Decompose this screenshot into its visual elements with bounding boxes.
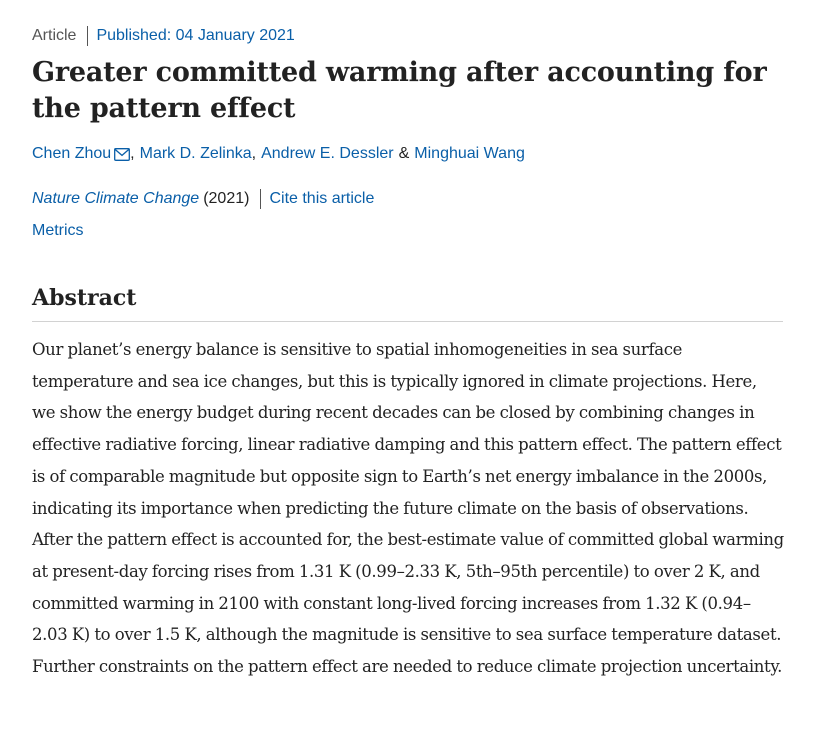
author-link-chen-zhou[interactable]: Chen Zhou [32, 145, 112, 162]
publication-year: (2021) [203, 190, 250, 207]
citation-divider [260, 189, 261, 209]
author-separator: , [130, 145, 135, 162]
abstract-text: Our planet’s energy balance is sensitive to spatial inhomogeneities in sea surface temperature and sea ice changes, but this is typically ignored in climate projections. Here, we show the energy budget during recent decades can be closed by combining changes in effective radiative forcing, linear radiative damping and this pattern effect. The pattern effect is of comparable magnitude but opposite sign to Earth’s net energy imbalance in the 2000s, indicating its importance when predicting the future climate on the basis of observations. After the pattern effect is accounted for, the best-estimate value of committed global warming at present-day forcing rises from 1.31 K (0.99–2.33 K, 5th–95th percentile) to over 2 K, and committed warming in 2100 with constant long-lived forcing increases from 1.32 K (0.94–2.03 K) to over 1.5 K, although the magnitude is sensitive to sea surface temperature dataset. Further constraints on the pattern effect are needed to reduce climate projection uncertainty. [32, 340, 784, 677]
journal-link[interactable]: Nature Climate Change [32, 190, 200, 207]
published-date: Published: 04 January 2021 [96, 27, 295, 44]
author-separator: , [251, 145, 257, 162]
abstract-divider [32, 321, 783, 322]
cite-article-link[interactable]: Cite this article [269, 190, 375, 207]
mail-icon[interactable] [114, 148, 130, 161]
meta-divider [87, 26, 88, 46]
author-link-andrew-dessler[interactable]: Andrew E. Dessler [261, 145, 394, 162]
author-link-minghuai-wang[interactable]: Minghuai Wang [414, 145, 525, 162]
article-meta [32, 25, 295, 47]
author-list [32, 145, 525, 163]
citation-row [32, 189, 374, 209]
article-type: Article [32, 27, 77, 44]
article-title: Greater committed warming after accounting for the pattern effect [32, 57, 767, 124]
abstract-heading: Abstract [32, 285, 137, 311]
metrics-link[interactable]: Metrics [32, 222, 84, 239]
author-link-mark-zelinka[interactable]: Mark D. Zelinka [139, 145, 252, 162]
author-separator: & [398, 145, 410, 162]
metrics-row [32, 222, 84, 240]
